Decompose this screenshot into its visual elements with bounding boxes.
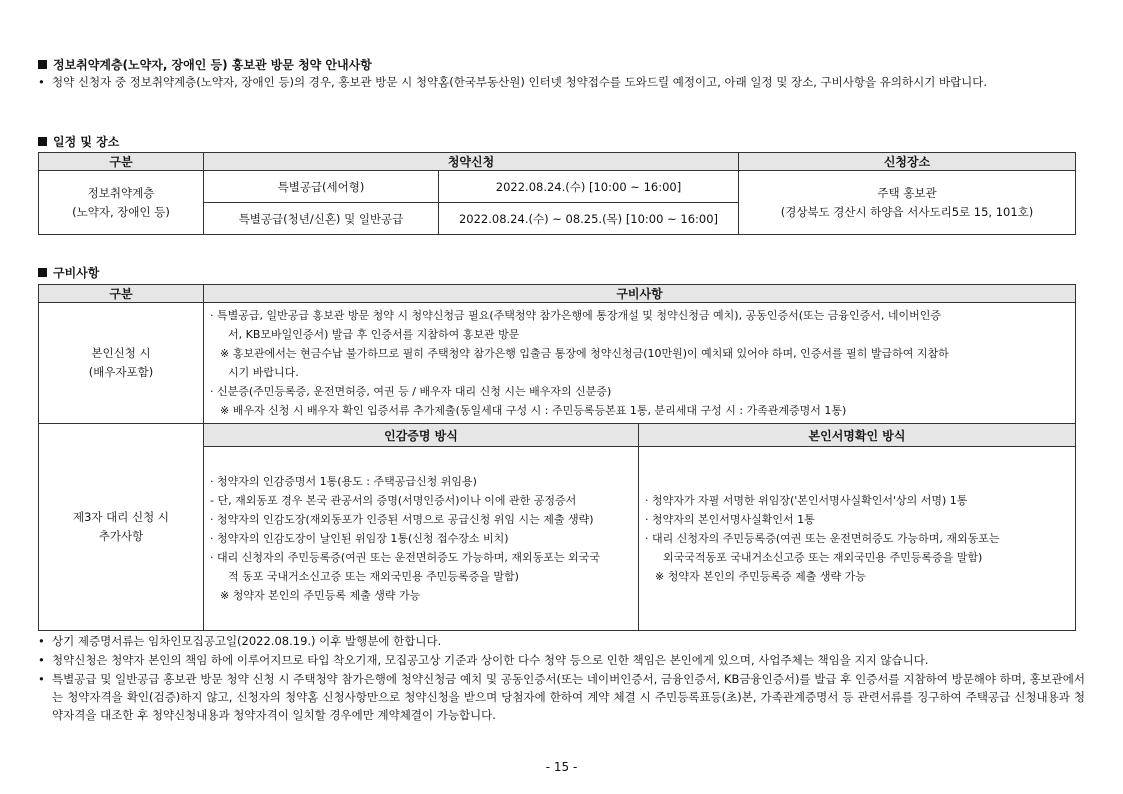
group-line2: (노약자, 장애인 등) [72,204,170,219]
square-bullet-icon [38,137,47,146]
seal-method-header: 인감증명 방식 [204,424,639,447]
note-item [38,632,1085,650]
note-item [38,670,1085,724]
section-title-required [38,264,99,281]
schedule-table [38,152,1076,235]
list-item: 시기 바랍니다. [228,366,299,379]
date-cell: 2022.08.24.(수) ~ 08.25.(목) [10:00 ~ 16:00] [439,203,739,235]
header-required: 구비사항 [204,285,1076,303]
place-cell [739,171,1076,235]
page-number: - 15 - [545,760,578,774]
list-item: ※ 배우자 신청 시 배우자 확인 입증서류 추가제출(동일세대 구성 시 : 주민등록등본표 1통, 분리세대 구성 시 : 가족관계증명서 1통) [220,404,847,417]
list-item: 적 동포 국내거소신고증 또는 재외국민용 주민등록증을 말함) [228,570,519,583]
bullet-dot-icon: • [38,653,45,667]
header-category: 구분 [39,153,204,171]
square-bullet-icon [38,268,47,277]
section1-bullet-text: 청약 신청자 중 정보취약계층(노약자, 장애인 등)의 경우, 홍보관 방문 시 청약홈(한국부동산원) 인터넷 청약접수를 도와드릴 예정이고, 아래 일정 및 장소, 구비사항을 유의하시기 바랍니다. [52,75,988,89]
square-bullet-icon [38,60,47,69]
list-item: · 청약자의 본인서명사실확인서 1통 [645,513,815,526]
list-item: · 신분증(주민등록증, 운전면허증, 여권 등 / 배우자 대리 신청 시는 배우자의 신분증) [210,385,612,398]
list-item: · 대리 신청자의 주민등록증(여권 또는 운전면허증도 가능하며, 재외동포는 [645,532,1000,545]
section1-bullet [38,73,1085,91]
section3-title-text: 구비사항 [53,266,100,280]
list-item: - 단, 재외동포 경우 본국 관공서의 증명(서명인증서)이나 이에 관한 공정증서 [210,494,577,507]
third-party-label [39,424,204,631]
list-item: 외국국적동포 국내거소신고증 또는 재외국민용 주민등록증을 말함) [663,551,983,564]
required-items-table [38,284,1076,631]
bullet-dot-icon: • [38,634,45,648]
note-item [38,651,1085,669]
list-item: · 대리 신청자의 주민등록증(여권 또는 운전면허증도 가능하며, 재외동포는 외국국 [210,551,600,564]
supply-type-cell: 특별공급(세어형) [204,171,439,203]
group-cell [39,171,204,235]
note-text: 청약신청은 청약자 본인의 책임 하에 이루어지므로 타입 착오기재, 모집공고상 기준과 상이한 다수 청약 등으로 인한 책임은 본인에게 있으며, 사업주체는 책임을 지지 않습니다. [52,653,929,667]
note-text: 상기 제증명서류는 임차인모집공고일(2022.08.19.) 이후 발행분에 한합니다. [52,634,442,648]
bullet-dot-icon: • [38,75,45,89]
place-line2: (경상북도 경산시 하양읍 서사도리5로 15, 101호) [780,204,1034,219]
header-category: 구분 [39,285,204,303]
section2-title-text: 일정 및 장소 [53,135,120,149]
self-label-line1: 본인신청 시 [91,346,151,360]
list-item: 서, KB모바일인증서) 발급 후 인증서를 지참하여 홍보관 방문 [228,328,520,341]
signature-method-items [639,447,1076,631]
third-label-line2: 추가사항 [98,529,144,543]
list-item: · 청약자의 인감증명서 1통(용도 : 주택공급신청 위임용) [210,475,477,488]
self-label-line2: (배우자포함) [88,365,154,379]
self-application-label [39,303,204,424]
list-item: ※ 홍보관에서는 현금수납 불가하므로 필히 주택청약 참가은행 입출금 통장에 청약신청금(10만원)이 예치돼 있어야 하며, 인증서를 필히 발급하여 지참하 [220,347,949,360]
seal-method-items [204,447,639,631]
header-application: 청약신청 [204,153,739,171]
list-item: ※ 청약자 본인의 주민등록증 제출 생략 가능 [655,570,866,583]
third-label-line1: 제3자 대리 신청 시 [72,510,170,524]
supply-type-cell: 특별공급(청년/신혼) 및 일반공급 [204,203,439,235]
bullet-dot-icon: • [38,672,45,686]
section-title-info-vulnerable [38,56,372,73]
list-item: · 청약자의 인감도장이 날인된 위임장 1통(신청 접수장소 비치) [210,532,509,545]
header-place: 신청장소 [739,153,1076,171]
date-cell: 2022.08.24.(수) [10:00 ~ 16:00] [439,171,739,203]
section-title-schedule [38,133,119,150]
place-line1: 주택 홍보관 [877,185,937,200]
list-item: · 청약자가 자필 서명한 위임장('본인서명사실확인서'상의 서명) 1통 [645,494,968,507]
group-line1: 정보취약계층 [87,185,155,200]
list-item: · 특별공급, 일반공급 홍보관 방문 청약 시 청약신청금 필요(주택청약 참가은행에 통장개설 및 청약신청금 예치), 공동인증서(또는 금융인증서, 네이버인증 [210,309,941,322]
list-item: · 청약자의 인감도장(재외동포가 인증된 서명으로 공급신청 위임 시는 제출 생략) [210,513,594,526]
section1-title-text: 정보취약계층(노약자, 장애인 등) 홍보관 방문 청약 안내사항 [53,58,372,72]
self-application-items [204,303,1076,424]
note-text: 특별공급 및 일반공급 홍보관 방문 청약 신청 시 주택청약 참가은행에 청약신청금 예치 및 공동인증서(또는 네이버인증서, 금융인증서, KB금융인증서)를 발급 후 인증서를 지참하여 방문해야 하며, 홍보관에서는 청약자격을 확인(검증)하지 않고, 신청자의 청약홈 신청사항만으로 청약신청을 받으며 당첨자에 한하여 계약 체결 시 주민등록표등(초)본, 가족관계증명서 등 관련서류를 징구하여 주택공급 신청내용과 청약자격을 대조한 후 청약신청내용과 청약자격이 일치할 경우에만 계약체결이 가능합니다. [52,672,1085,722]
list-item: ※ 청약자 본인의 주민등록 제출 생략 가능 [220,589,421,602]
signature-method-header: 본인서명확인 방식 [639,424,1076,447]
